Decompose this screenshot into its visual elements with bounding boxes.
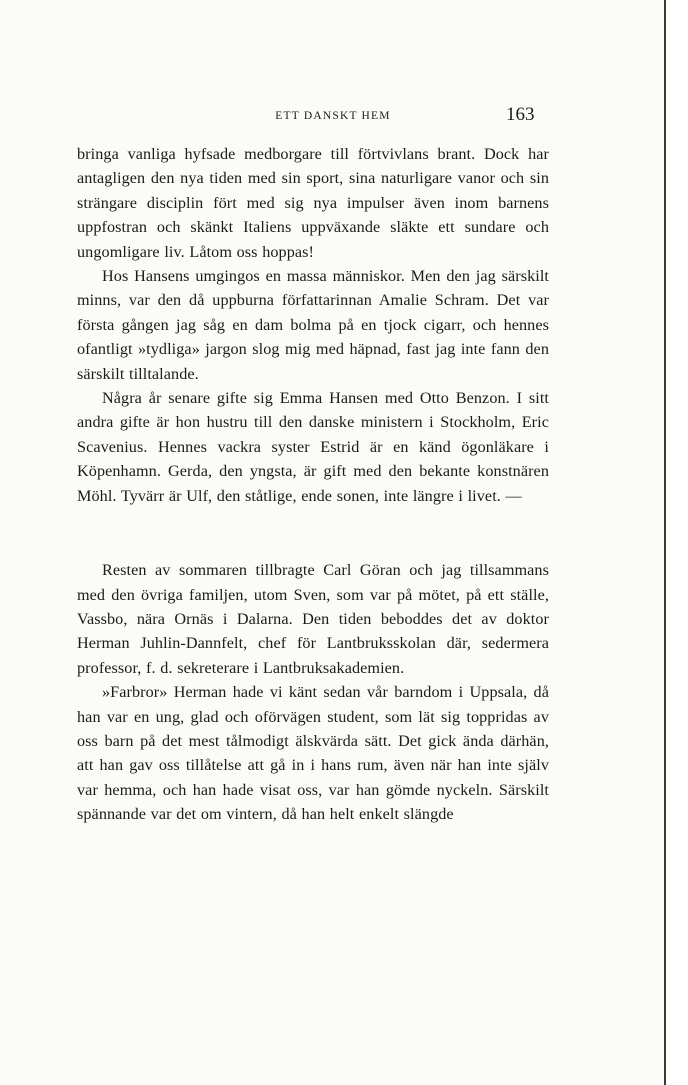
paragraph-5: »Farbror» Herman hade vi känt sedan vår barndom i Uppsala, då han var en ung, glad och oförvägen student, som lät sig toppridas av oss barn på det mest tålmodigt älskvärda sätt. Det gick ända därhän, att han gav oss tillåtelse att gå in i hans rum, även när han inte själv var hemma, och han hade visat oss, var han gömde nyckeln. Särskilt spännande var det om vintern, då han helt enkelt slängde [77,683,549,824]
running-head: ETT DANSKT HEM [275,110,391,122]
paragraph-4: Resten av sommaren tillbragte Carl Göran och jag tillsammans med den övriga familjen, utom Sven, som var på mötet, på ett ställe, Vassbo, nära Ornäs i Dalarna. Den tiden beboddes det av doktor Herman Juhlin-Dannfelt, chef för Lantbruksskolan där, sedermera professor, f. d. sekreterare i Lantbruksakademien. [77,561,549,677]
paragraph-2: Hos Hansens umgingos en massa människor. Men den jag särskilt minns, var den då uppburna författarinnan Amalie Schram. Det var första gången jag såg en dam bolma på en tjock cigarr, och hennes ofantligt »tydliga» jargon slog mig med häpnad, fast jag inte fann den särskilt tilltalande. [77,267,549,383]
paragraph-3: Några år senare gifte sig Emma Hansen med Otto Benzon. I sitt andra gifte är hon hustru till den danske ministern i Stockholm, Eric Scavenius. Hennes vackra syster Estrid är en känd ögonläkare i Köpenhamn. Gerda, den yngsta, är gift med den bekante konstnären Möhl. Tyvärr är Ulf, den ståtlige, ende sonen, inte längre i livet. — [77,389,549,505]
page-body [77,142,549,827]
page-number: 163 [506,104,535,125]
section-break [77,508,549,558]
paragraph-1: bringa vanliga hyfsade medborgare till förtvivlans brant. Dock har antagligen den nya tiden med sin sport, sina naturligare vanor och sin strängare disciplin fört med sig nya impulser även inom barnens uppfostran och skänkt Italiens uppväxande släkte ett sundare och ungomligare liv. Låtom oss hoppas! [77,145,549,261]
page-margin-strip [666,0,688,1085]
